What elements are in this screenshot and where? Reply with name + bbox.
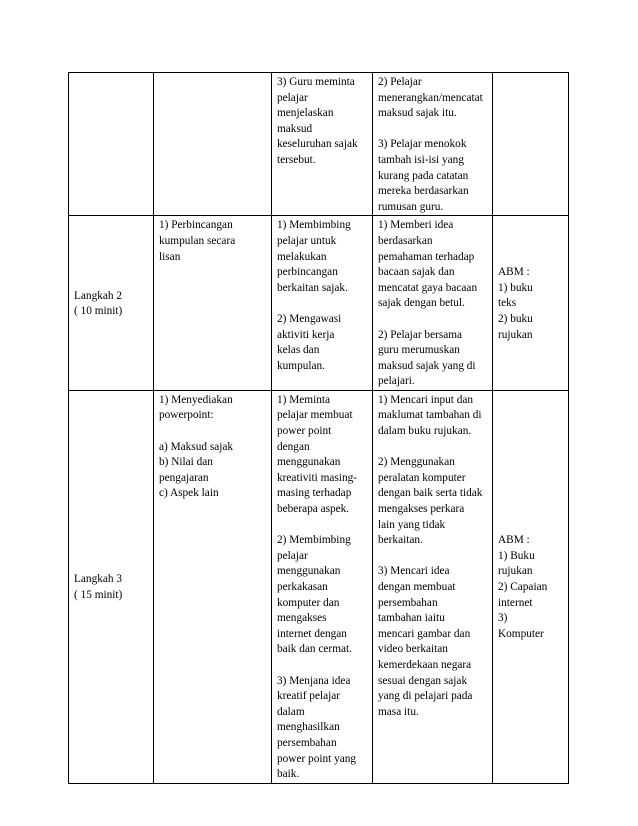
stage-label: Langkah 3 (74, 573, 122, 586)
content-item: a) Maksud sajak b) Nilai dan pengajaran c) Aspek lain (159, 440, 234, 500)
teacher-activity-item: 1) Membimbing pelajar untuk melakukan perbincangan berkaitan sajak. (277, 219, 351, 294)
resources-cell (493, 216, 569, 391)
student-activity-cell (373, 216, 493, 391)
student-activity-cell (373, 390, 493, 783)
paragraph-gap (277, 518, 368, 534)
paragraph-gap (277, 658, 368, 674)
paragraph-gap (277, 296, 368, 312)
student-activity-item: 2) Pelajar bersama guru merumuskan maksud sajak yang di pelajari. (378, 328, 476, 388)
lesson-plan-body (69, 73, 569, 784)
table-row (69, 216, 569, 391)
stage-label: Langkah 2 (74, 289, 122, 302)
content-cell (154, 390, 272, 783)
teacher-activity-cell (272, 73, 373, 216)
student-activity-cell (373, 73, 493, 216)
stage-duration: ( 10 minit) (74, 305, 123, 318)
student-activity-item: 1) Mencari input dan maklumat tambahan di dalam buku rujukan. (378, 393, 482, 438)
stage-duration: ( 15 minit) (74, 588, 123, 601)
teacher-activity-item: 3) Menjana idea kreatif pelajar dalam menghasilkan persembahan power point yang baik. (277, 674, 357, 781)
resources-cell (493, 73, 569, 216)
student-activity-item: 2) Menggunakan peralatan komputer dengan baik serta tidak mengakses perkara lain yang tidak berkaitan. (378, 456, 483, 547)
paragraph-gap (378, 312, 488, 328)
paragraph-gap (378, 549, 488, 565)
student-activity-item: 3) Mencari idea dengan membuat persembahan tambahan iaitu mencari gambar dan video berkaitan kemerdekaan negara sesuai dengan sajak yang di pelajari pada masa itu. (378, 565, 473, 718)
teacher-activity-item: 2) Mengawasi aktiviti kerja kelas dan kumpulan. (277, 312, 342, 372)
content-item: 1) Perbincangan kumpulan secara lisan (159, 219, 236, 263)
paragraph-gap (159, 424, 267, 440)
student-activity-item: 2) Pelajar menerangkan/mencatat maksud sajak itu. (378, 76, 483, 120)
content-cell (154, 216, 272, 391)
teacher-activity-cell (272, 216, 373, 391)
resources-item: ABM : 1) buku teks 2) buku rujukan (498, 266, 533, 341)
stage-cell (69, 216, 154, 391)
student-activity-item: 1) Memberi idea berdasarkan pemahaman terhadap bacaan sajak dan mencatat gaya bacaan sajak dengan betul. (378, 219, 478, 310)
table-row (69, 73, 569, 216)
content-cell (154, 73, 272, 216)
teacher-activity-item: 2) Membimbing pelajar menggunakan perkakasan komputer dan mengakses internet dengan baik dan cermat. (277, 534, 352, 656)
table-row (69, 390, 569, 783)
student-activity-item: 3) Pelajar menokok tambah isi-isi yang kurang pada catatan mereka berdasarkan rumusan guru. (378, 138, 469, 213)
teacher-activity-item: 1) Meminta pelajar membuat power point dengan menggunakan kreativiti masing- masing terhadap beberapa aspek. (277, 393, 357, 516)
resources-item: ABM : 1) Buku rujukan 2) Capaian internet 3) Komputer (498, 534, 548, 640)
teacher-activity-cell (272, 390, 373, 783)
paragraph-gap (378, 440, 488, 456)
lesson-plan-table (68, 72, 569, 784)
teacher-activity-item: 3) Guru meminta pelajar menjelaskan maksud keseluruhan sajak tersebut. (277, 76, 358, 166)
resources-cell (493, 390, 569, 783)
stage-cell (69, 390, 154, 783)
stage-cell (69, 73, 154, 216)
paragraph-gap (378, 122, 488, 138)
content-item: 1) Menyediakan powerpoint: (159, 393, 233, 422)
